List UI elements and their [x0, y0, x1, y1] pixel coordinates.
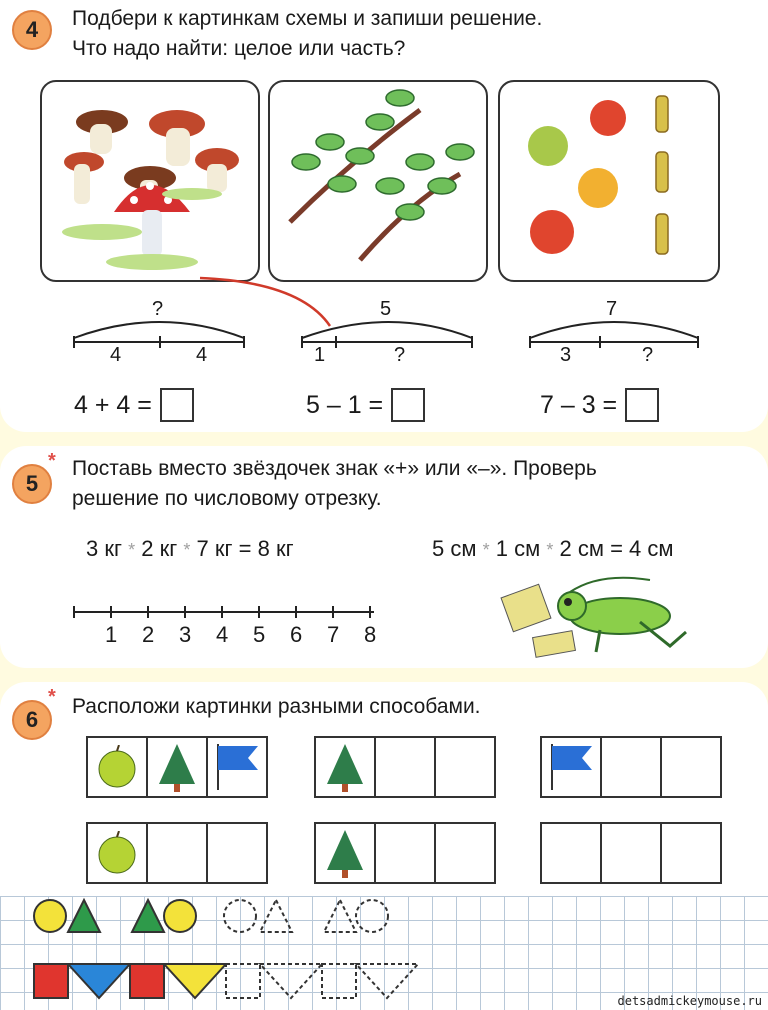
tick-label-6: 6	[290, 622, 303, 647]
tick-label-2: 2	[142, 622, 155, 647]
arrangement-row-1	[86, 736, 268, 798]
arrangement-cell[interactable]	[88, 738, 148, 796]
arrangement-cell[interactable]	[148, 824, 208, 882]
scheme-1-left: 4	[110, 344, 122, 366]
tree-icon	[323, 828, 367, 878]
tick-label-3: 3	[179, 622, 192, 647]
grasshopper-icon	[500, 572, 700, 664]
scheme-3-top: 7	[606, 298, 618, 320]
task-4-instructions: Подбери к картинкам схемы и запиши решение. Что надо найти: целое или часть?	[72, 7, 543, 60]
equation-3: 7 – 3 =	[540, 388, 659, 422]
task-6-instructions: Расположи картинки разными способами.	[72, 695, 481, 718]
arrangement-cell[interactable]	[436, 824, 494, 882]
arrangement-cell[interactable]	[602, 738, 662, 796]
task-5-star: *	[48, 450, 56, 472]
arrangement-cell[interactable]	[662, 824, 720, 882]
arrangement-row-3	[540, 736, 722, 798]
arrangement-cell[interactable]	[542, 738, 602, 796]
arrangement-cell[interactable]	[148, 738, 208, 796]
scheme-1-right: 4	[196, 344, 208, 366]
task-4-badge: 4	[12, 10, 52, 50]
scheme-3-left: 3	[560, 344, 572, 366]
answer-box-3[interactable]	[625, 388, 659, 422]
shape-patterns	[0, 896, 768, 1010]
arrangement-cell[interactable]	[376, 738, 436, 796]
expression-cm: 5 см * 1 см * 2 см = 4 см	[432, 536, 674, 561]
tree-icon	[323, 742, 367, 792]
equation-2: 5 – 1 =	[306, 388, 425, 422]
task-6-badge: 6	[12, 700, 52, 740]
source-watermark: detsadmickeymouse.ru	[617, 994, 762, 1008]
arrangement-cell[interactable]	[88, 824, 148, 882]
number-line	[70, 600, 380, 624]
task-5-badge: 5	[12, 464, 52, 504]
scheme-2-right: ?	[394, 344, 406, 366]
shape-pattern-2	[34, 964, 418, 998]
arrangement-cell[interactable]	[662, 738, 720, 796]
arrangement-cell[interactable]	[208, 738, 266, 796]
shape-pattern-1	[34, 900, 388, 932]
arrangement-row-4	[86, 822, 268, 884]
apple-icon	[95, 831, 139, 875]
arrangement-cell[interactable]	[208, 824, 266, 882]
tick-label-5: 5	[253, 622, 266, 647]
arrangement-row-5	[314, 822, 496, 884]
tick-label-1: 1	[105, 622, 118, 647]
scheme-3-right: ?	[642, 344, 654, 366]
scheme-1-top: ?	[152, 298, 164, 320]
expression-kg: 3 кг * 2 кг * 7 кг = 8 кг	[86, 536, 294, 561]
scheme-2-top: 5	[380, 298, 392, 320]
tick-label-7: 7	[327, 622, 340, 647]
tick-label-8: 8	[364, 622, 377, 647]
arrangement-cell[interactable]	[316, 738, 376, 796]
arrangement-cell[interactable]	[376, 824, 436, 882]
answer-box-2[interactable]	[391, 388, 425, 422]
arrangement-row-2	[314, 736, 496, 798]
arrangement-cell[interactable]	[602, 824, 662, 882]
answer-box-1[interactable]	[160, 388, 194, 422]
task-5-instructions: Поставь вместо звёздочек знак «+» или «–». Проверь решение по числовому отрезку.	[72, 457, 597, 510]
tick-label-4: 4	[216, 622, 229, 647]
arrangement-cell[interactable]	[316, 824, 376, 882]
scheme-2-left: 1	[314, 344, 326, 366]
equation-1: 4 + 4 =	[74, 388, 194, 422]
flag-icon	[548, 742, 594, 792]
tree-icon	[155, 742, 199, 792]
arrangement-row-6	[540, 822, 722, 884]
arrangement-cell[interactable]	[542, 824, 602, 882]
apple-icon	[95, 745, 139, 789]
flag-icon	[214, 742, 260, 792]
task-6-star: *	[48, 686, 56, 708]
arrangement-cell[interactable]	[436, 738, 494, 796]
